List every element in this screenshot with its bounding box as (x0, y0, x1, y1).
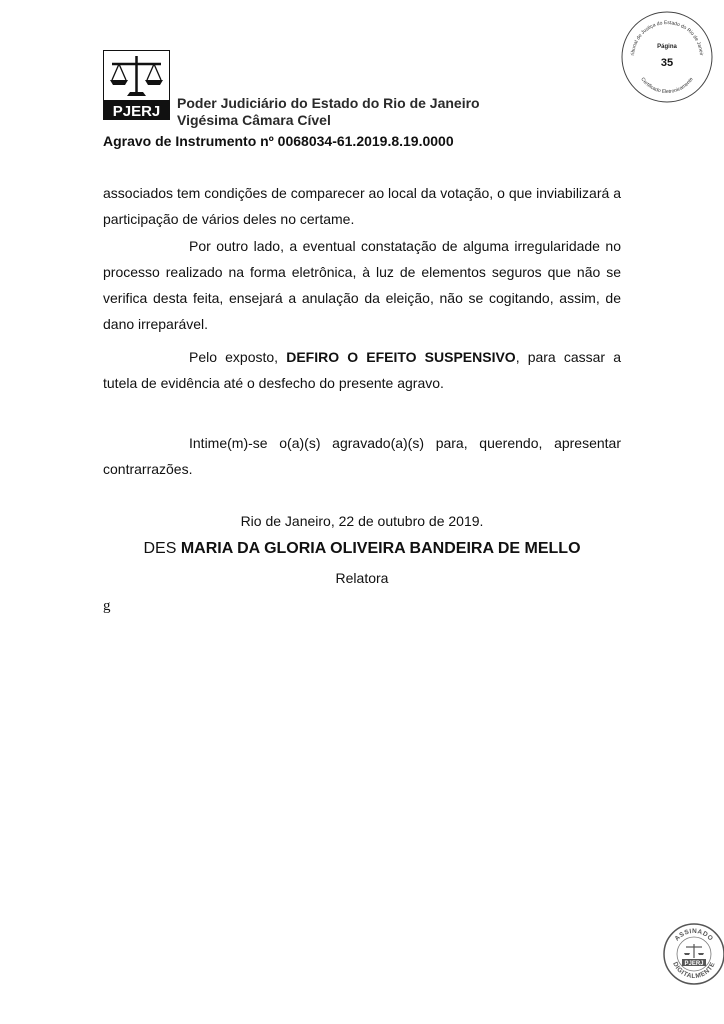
stamp-page-label: Página (657, 44, 677, 50)
pjerj-logo (103, 50, 170, 120)
paragraph-2: Por outro lado, a eventual constatação de alguma irregularidade no processo realizado na forma eletrônica, à luz de elementos seguros que não se verifica desta feita, ensejará a anulação da eleição, não se cogitando, assim, de dano irreparável. (103, 238, 621, 332)
judge-role: Relatora (335, 570, 389, 586)
digital-signature-seal (662, 922, 724, 986)
seal-arc-top: ASSINADO (673, 927, 715, 943)
stamp-page-number: 35 (660, 57, 674, 69)
org-name: Poder Judiciário do Estado do Rio de Janeiro (177, 95, 480, 111)
seal-logo-text: PJERJ (684, 961, 704, 967)
case-number: Agravo de Instrumento nº 0068034-61.2019.8.19.0000 (103, 133, 454, 149)
stamp-arc-bottom: Certificado Eletronicamente (639, 76, 695, 96)
judge-signature: DES MARIA DA GLORIA OLIVEIRA BANDEIRA DE MELLO (143, 540, 581, 557)
stray-character: g (103, 598, 111, 614)
place-date: Rio de Janeiro, 22 de outubro de 2019. (240, 513, 484, 529)
judge-name: MARIA DA GLORIA OLIVEIRA BANDEIRA DE MELLO (180, 540, 581, 557)
page-stamp (620, 10, 714, 104)
seal-arc-bottom: DIGITALMENTE (671, 960, 717, 981)
paragraph-3: Pelo exposto, DEFIRO O EFEITO SUSPENSIVO, para cassar a tutela de evidência até o desfecho do presente agravo. (103, 349, 621, 391)
decision-text: DEFIRO O EFEITO SUSPENSIVO (286, 349, 516, 365)
pjerj-logo-text: PJERJ (112, 103, 161, 120)
stamp-arc-top: ribunal de Justiça do Estado do Rio de Janeir (630, 19, 704, 56)
chamber-name: Vigésima Câmara Cível (177, 112, 331, 128)
paragraph-4: Intime(m)-se o(a)(s) agravado(a)(s) para, querendo, apresentar contrarrazões. (103, 435, 621, 477)
paragraph-1: associados tem condições de comparecer ao local da votação, o que inviabilizará a participação de vários deles no certame. (103, 185, 621, 227)
